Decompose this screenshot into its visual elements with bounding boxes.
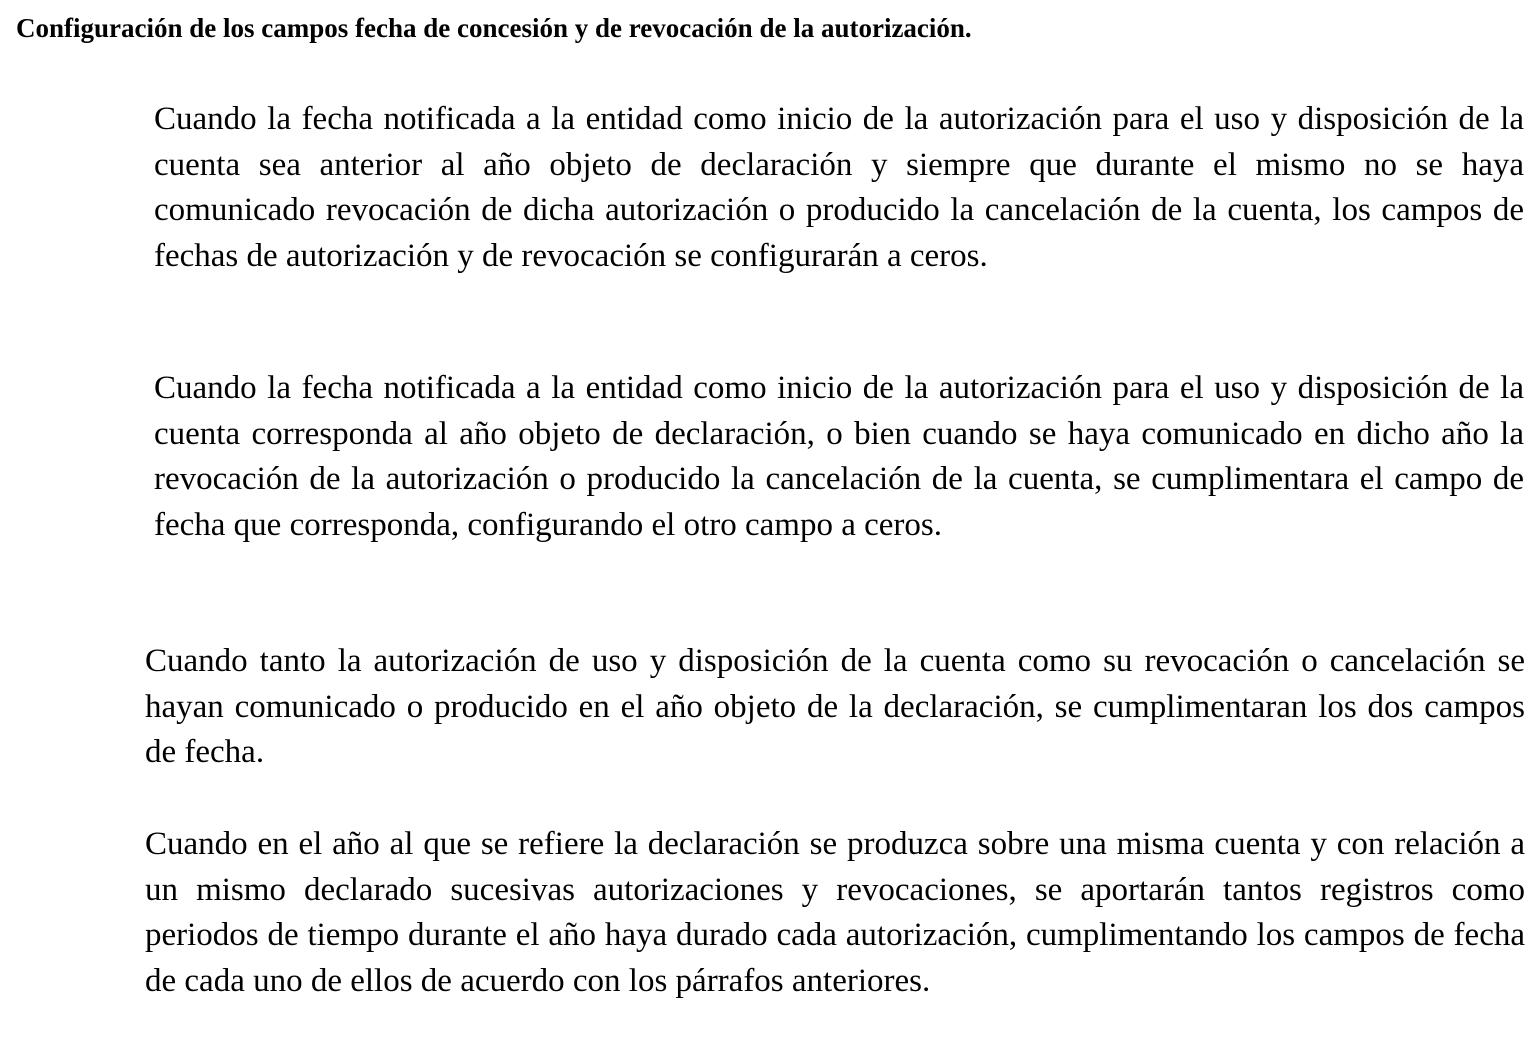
section-heading: Configuración de los campos fecha de concesión y de revocación de la autorización. (16, 13, 972, 43)
paragraph-current-year-authorization: Cuando la fecha notificada a la entidad como inicio de la autorización para el uso y disposición de la cuenta corresponda al año objeto de declaración, o bien cuando se haya comunicado en dicho año la revocación de la autorización o producido la cancelación de la cuenta, se cumplimentara el campo de fecha que corresponda, configurando el otro campo a ceros. (154, 370, 1524, 543)
paragraph-both-dates: Cuando tanto la autorización de uso y disposición de la cuenta como su revocación o cancelación se hayan comunicado o producido en el año objeto de la declaración, se cumplimentaran los dos campos de fecha. (145, 643, 1525, 770)
paragraph-prior-year-authorization: Cuando la fecha notificada a la entidad como inicio de la autorización para el uso y disposición de la cuenta sea anterior al año objeto de declaración y siempre que durante el mismo no se haya comunicado revocación de dicha autorización o producido la cancelación de la cuenta, los campos de fechas de autorización y de revocación se configurarán a ceros. (154, 101, 1524, 274)
paragraph-successive-authorizations: Cuando en el año al que se refiere la declaración se produzca sobre una misma cuenta y con relación a un mismo declarado sucesivas autorizaciones y revocaciones, se aportarán tantos registros como periodos de tiempo durante el año haya durado cada autorización, cumplimentando los campos de fecha de cada uno de ellos de acuerdo con los párrafos anteriores. (145, 826, 1525, 999)
